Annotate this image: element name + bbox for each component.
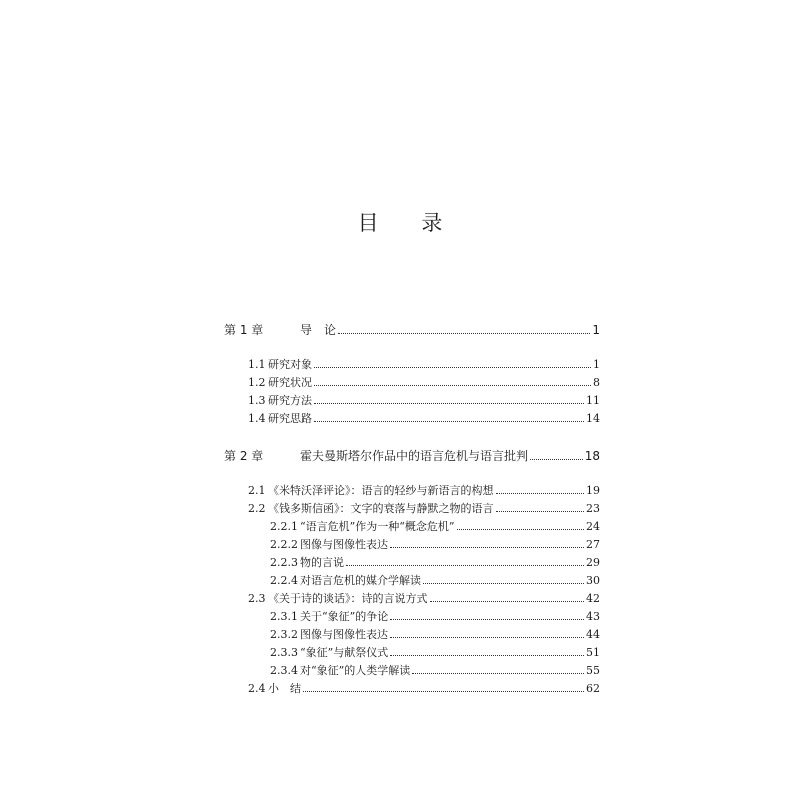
page-number: 14 <box>586 412 600 425</box>
page-number: 42 <box>586 592 600 605</box>
dot-leader <box>303 690 584 692</box>
toc-entry-2-2-4[interactable] <box>270 573 600 589</box>
section-title: 研究思路 <box>268 412 312 425</box>
section-title: 物的言说 <box>300 556 344 569</box>
section-number: 2.1 <box>248 484 266 497</box>
toc-entry-1-4[interactable] <box>248 411 600 427</box>
section-number: 2.3.2 <box>270 628 298 641</box>
dot-leader <box>390 636 584 638</box>
toc-chapter-2[interactable] <box>224 447 600 465</box>
page-number: 24 <box>586 520 600 533</box>
dot-leader <box>314 420 584 422</box>
toc-entry-2-2[interactable] <box>248 501 600 517</box>
dot-leader <box>496 510 585 512</box>
page-number: 1 <box>593 358 600 371</box>
page-number: 1 <box>592 323 600 337</box>
toc-entry-1-1[interactable] <box>248 357 600 373</box>
dot-leader <box>412 672 584 674</box>
page-number: 23 <box>586 502 600 515</box>
toc-entry-2-4[interactable] <box>248 681 600 697</box>
chapter-title: 霍夫曼斯塔尔作品中的语言危机与语言批判 <box>300 449 529 463</box>
page-number: 18 <box>584 449 600 463</box>
section-title: “语言危机”作为一种“概念危机” <box>300 520 455 533</box>
section-number: 2.3 <box>248 592 266 605</box>
section-number: 2.2.2 <box>270 538 298 551</box>
toc-entry-1-2[interactable] <box>248 375 600 391</box>
section-title: 对语言危机的媒介学解读 <box>300 574 421 587</box>
section-number: 2.2.1 <box>270 520 298 533</box>
section-number: 1.4 <box>248 412 266 425</box>
section-title: 图像与图像性表达 <box>300 538 388 551</box>
section-number: 1.1 <box>248 358 266 371</box>
toc-entry-2-2-1[interactable] <box>270 519 600 535</box>
dot-leader <box>423 582 584 584</box>
dot-leader <box>530 458 583 460</box>
page-number: 11 <box>586 394 600 407</box>
toc-entry-2-2-2[interactable] <box>270 537 600 553</box>
section-title: 《钱多斯信函》：文字的衰落与静默之物的语言 <box>268 502 494 515</box>
dot-leader <box>314 384 591 386</box>
section-title: 关于“象征”的争论 <box>300 610 389 623</box>
page-number: 30 <box>586 574 600 587</box>
section-title: 对“象征”的人类学解读 <box>300 664 411 677</box>
section-number: 2.2.3 <box>270 556 298 569</box>
section-number: 2.3.4 <box>270 664 298 677</box>
section-number: 2.3.1 <box>270 610 298 623</box>
section-number: 1.2 <box>248 376 266 389</box>
chapter-title: 导 论 <box>300 323 337 337</box>
toc-entry-2-3-3[interactable] <box>270 645 600 661</box>
page-number: 29 <box>586 556 600 569</box>
toc-entry-2-3-4[interactable] <box>270 663 600 679</box>
chapter-number: 第 1 章 <box>224 323 264 337</box>
dot-leader <box>346 564 584 566</box>
dot-leader <box>390 546 584 548</box>
page-number: 51 <box>586 646 600 659</box>
page-number: 44 <box>586 628 600 641</box>
dot-leader <box>390 618 584 620</box>
section-title: 《关于诗的谈话》：诗的言说方式 <box>268 592 428 605</box>
section-title: 研究对象 <box>268 358 312 371</box>
dot-leader <box>338 332 590 334</box>
dot-leader <box>496 492 585 494</box>
section-number: 2.2.4 <box>270 574 298 587</box>
toc-entry-2-1[interactable] <box>248 483 600 499</box>
page-title: 目 录 <box>357 211 461 235</box>
section-title: 小 结 <box>268 682 301 695</box>
section-number: 2.2 <box>248 502 266 515</box>
toc-entry-2-3[interactable] <box>248 591 600 607</box>
chapter-number: 第 2 章 <box>224 449 264 463</box>
section-title: 研究方法 <box>268 394 312 407</box>
page-number: 55 <box>586 664 600 677</box>
toc-entry-2-3-2[interactable] <box>270 627 600 643</box>
toc-chapter-1[interactable] <box>224 321 600 339</box>
toc-entry-1-3[interactable] <box>248 393 600 409</box>
section-number: 2.4 <box>248 682 266 695</box>
section-number: 2.3.3 <box>270 646 298 659</box>
page-number: 8 <box>593 376 600 389</box>
page-number: 27 <box>586 538 600 551</box>
toc-entry-2-3-1[interactable] <box>270 609 600 625</box>
page-number: 43 <box>586 610 600 623</box>
dot-leader <box>430 600 585 602</box>
section-title: 《米特沃泽评论》：语言的轻纱与新语言的构想 <box>268 484 494 497</box>
section-number: 1.3 <box>248 394 266 407</box>
page-number: 62 <box>586 682 600 695</box>
section-title: 研究状况 <box>268 376 312 389</box>
dot-leader <box>390 654 584 656</box>
dot-leader <box>314 366 591 368</box>
toc-entry-2-2-3[interactable] <box>270 555 600 571</box>
section-title: 图像与图像性表达 <box>300 628 388 641</box>
dot-leader <box>457 528 585 530</box>
section-title: “象征”与献祭仪式 <box>300 646 389 659</box>
dot-leader <box>314 402 584 404</box>
page-number: 19 <box>586 484 600 497</box>
